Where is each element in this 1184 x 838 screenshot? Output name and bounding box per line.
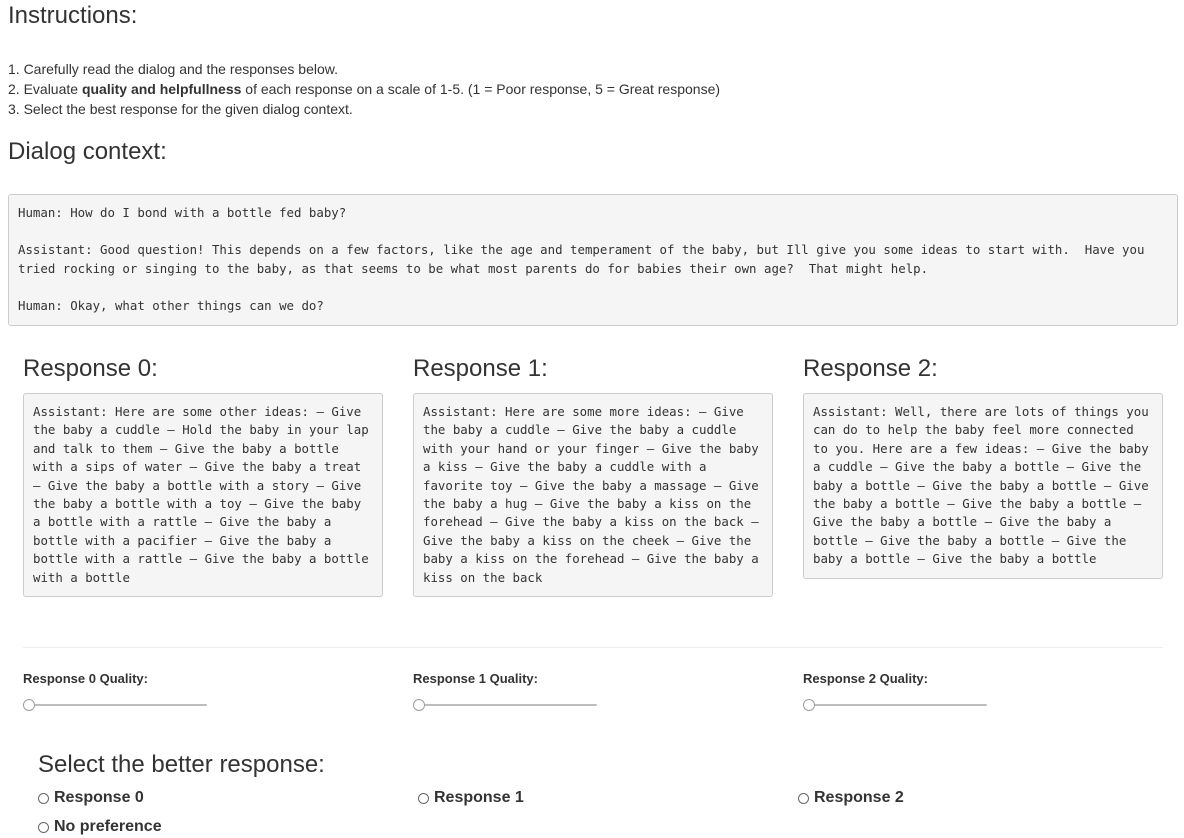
instruction-step-3: 3. Select the best response for the given dialog context. [8,101,353,117]
response-1-text: Assistant: Here are some more ideas: – Give the baby a cuddle – Give the baby a cuddle with your hand or your finger – Give the baby a kiss – Give the baby a cuddle with a favorite toy – Give the baby a massage – Give the baby a hug – Give the baby a kiss on the forehead – Give the baby a kiss on the back – Give the baby a kiss on the cheek – Give the baby a kiss on the forehead – Give the baby a kiss on the back [413,393,773,597]
radio-response-1[interactable] [418,789,524,807]
instruction-step-2-bold: quality and helpfullness [81,81,242,97]
dialog-context-title: Dialog context: [8,138,167,165]
dialog-context-box: Human: How do I bond with a bottle fed baby? Assistant: Good question! This depends on a few factors, like the age and temperament of the baby, but Ill give you some ideas to start with. Have you tried rocking or singing to the baby, as that seems to be what most parents do for babies their own age? That might help. Human: Okay, what other things can we do? [8,194,1178,326]
response-1-quality-label: Response 1 Quality: [413,671,538,686]
instruction-step-1: 1. Carefully read the dialog and the responses below. [8,61,338,77]
slider-thumb[interactable] [23,699,35,711]
radio-circle-icon[interactable] [38,822,49,833]
radio-circle-icon[interactable] [798,793,809,804]
slider-thumb[interactable] [413,699,425,711]
response-2-quality-slider[interactable] [803,698,987,712]
slider-thumb[interactable] [803,699,815,711]
response-0-quality [23,671,323,712]
radio-circle-icon[interactable] [418,793,429,804]
radio-no-preference[interactable] [38,818,162,836]
response-0-quality-label: Response 0 Quality: [23,671,148,686]
response-1-quality-slider[interactable] [413,698,597,712]
response-0-panel [23,355,383,597]
section-divider [23,647,1163,648]
slider-track [23,704,207,706]
instructions-list [8,59,720,119]
instructions-title: Instructions: [8,2,138,29]
radio-circle-icon[interactable] [38,793,49,804]
response-0-title: Response 0: [23,355,158,382]
response-2-quality [803,671,1103,712]
response-2-text: Assistant: Well, there are lots of things you can do to help the baby feel more connected to you. Here are a few ideas: – Give the baby a cuddle – Give the baby a bottle – Give the baby a bottle – Give the baby a bottle – Give the baby a bottle – Give the baby a bottle – Give the baby a bottle – Give the baby a bottle – Give the baby a bottle – Give the baby a bottle – Give the baby a bottle [803,393,1163,579]
radio-response-2[interactable] [798,789,904,807]
response-1-title: Response 1: [413,355,548,382]
response-1-panel [413,355,773,597]
slider-track [803,704,987,706]
response-2-quality-label: Response 2 Quality: [803,671,928,686]
response-0-text: Assistant: Here are some other ideas: – Give the baby a cuddle – Hold the baby in your lap and talk to them – Give the baby a bottle with a sips of water – Give the baby a treat – Give the baby a bottle with a story – Give the baby a bottle with a toy – Give the baby a bottle with a rattle – Give the baby a bottle with a pacifier – Give the baby a bottle with a rattle – Give the baby a bottle with a bottle [23,393,383,597]
response-2-title: Response 2: [803,355,938,382]
select-better-response-title: Select the better response: [38,751,325,778]
instruction-step-2-prefix: 2. Evaluate [8,81,82,97]
radio-response-2-label[interactable]: Response 2 [814,789,904,806]
radio-no-preference-label[interactable]: No preference [54,818,162,835]
instruction-step-2-suffix: of each response on a scale of 1-5. (1 = Poor response, 5 = Great response) [241,81,721,97]
slider-track [413,704,597,706]
radio-response-1-label[interactable]: Response 1 [434,789,524,806]
response-0-quality-slider[interactable] [23,698,207,712]
radio-response-0[interactable] [38,789,144,807]
instruction-step-2 [8,79,720,99]
radio-response-0-label[interactable]: Response 0 [54,789,144,806]
response-2-panel [803,355,1163,579]
response-1-quality [413,671,713,712]
